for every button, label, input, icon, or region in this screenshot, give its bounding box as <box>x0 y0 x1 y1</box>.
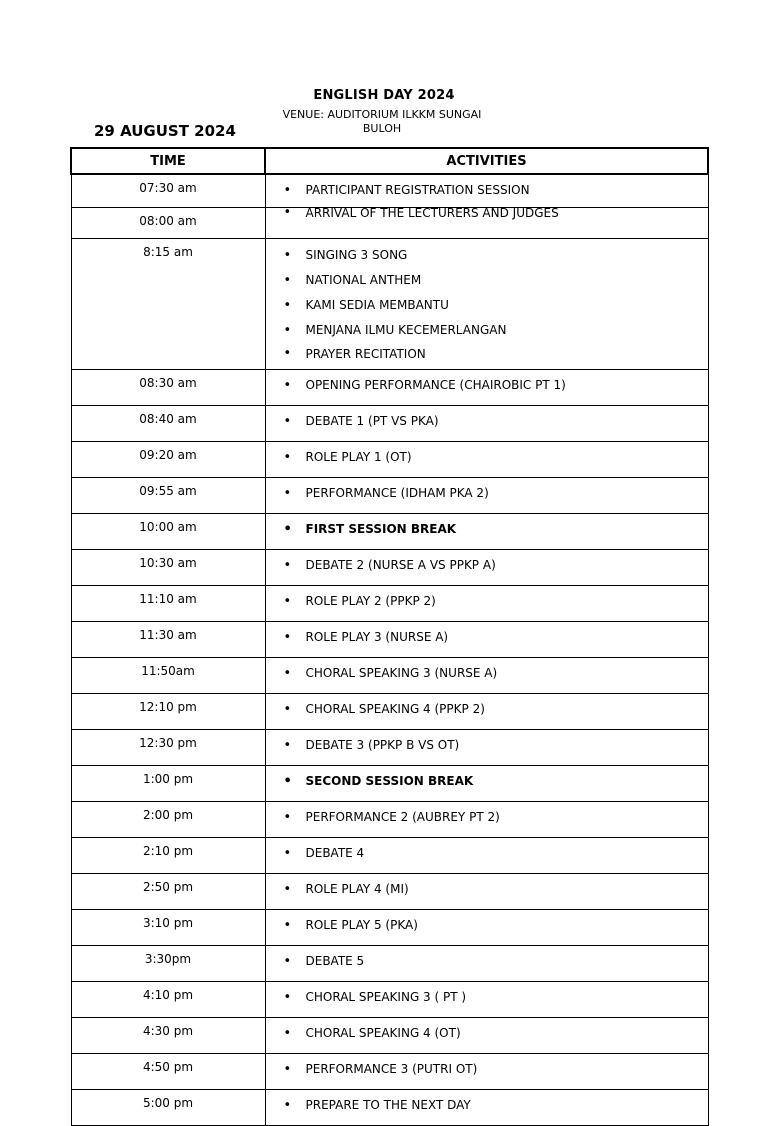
activity-item: • SECOND SESSION BREAK <box>284 769 708 794</box>
activity-list <box>284 985 708 1010</box>
time-cell: 07:30 am <box>71 174 265 208</box>
activity-item: • ROLE PLAY 1 (OT) <box>284 445 708 470</box>
time-cell: 5:00 pm <box>71 1090 265 1126</box>
time-cell: 8:15 am <box>71 239 265 370</box>
activity-item: • ROLE PLAY 5 (PKA) <box>284 913 708 938</box>
activity-list <box>284 373 708 398</box>
table-row <box>71 910 708 946</box>
activity-list <box>284 204 708 222</box>
activity-item: • DEBATE 3 (PPKP B VS OT) <box>284 733 708 758</box>
table-row <box>71 1054 708 1090</box>
schedule-table-header <box>71 148 708 174</box>
activities-cell <box>265 208 708 239</box>
activities-cell <box>265 730 708 766</box>
time-cell: 4:10 pm <box>71 982 265 1018</box>
activity-item: • PREPARE TO THE NEXT DAY <box>284 1093 708 1118</box>
activities-cell <box>265 910 708 946</box>
event-date: 29 AUGUST 2024 <box>94 122 236 140</box>
table-row <box>71 174 708 208</box>
activities-cell <box>265 370 708 406</box>
table-row <box>71 370 708 406</box>
activity-list <box>284 1093 708 1118</box>
activity-item: • DEBATE 1 (PT VS PKA) <box>284 409 708 434</box>
time-cell: 09:55 am <box>71 478 265 514</box>
activity-item: • CHORAL SPEAKING 4 (PPKP 2) <box>284 697 708 722</box>
activities-cell <box>265 478 708 514</box>
activity-item: • ROLE PLAY 3 (NURSE A) <box>284 625 708 650</box>
activity-item: • DEBATE 4 <box>284 841 708 866</box>
venue-text: VENUE: AUDITORIUM ILKKM SUNGAI BULOH <box>282 108 482 135</box>
activity-list <box>284 769 708 794</box>
document-title: ENGLISH DAY 2024 <box>313 88 455 103</box>
activities-cell <box>265 239 708 370</box>
time-cell: 4:50 pm <box>71 1054 265 1090</box>
activity-item: • CHORAL SPEAKING 4 (OT) <box>284 1021 708 1046</box>
time-cell: 10:00 am <box>71 514 265 550</box>
time-cell: 2:50 pm <box>71 874 265 910</box>
time-cell: 11:10 am <box>71 586 265 622</box>
table-row <box>71 694 708 730</box>
table-row <box>71 658 708 694</box>
table-row <box>71 946 708 982</box>
activity-list <box>284 949 708 974</box>
time-cell: 08:00 am <box>71 208 265 239</box>
activity-list <box>284 243 708 365</box>
activity-list <box>284 841 708 866</box>
table-row <box>71 1090 708 1126</box>
activity-list <box>284 733 708 758</box>
activity-item: • MENJANA ILMU KECEMERLANGAN <box>284 318 708 343</box>
table-row <box>71 550 708 586</box>
activity-list <box>284 553 708 578</box>
activities-cell <box>265 1090 708 1126</box>
activity-list <box>284 913 708 938</box>
schedule-table-body <box>71 174 708 1126</box>
activity-list <box>284 517 708 542</box>
activities-cell <box>265 802 708 838</box>
activity-list <box>284 1057 708 1082</box>
time-cell: 12:30 pm <box>71 730 265 766</box>
activities-cell <box>265 766 708 802</box>
table-row <box>71 478 708 514</box>
activities-cell <box>265 406 708 442</box>
activity-list <box>284 625 708 650</box>
activity-list <box>284 1021 708 1046</box>
activities-cell <box>265 982 708 1018</box>
table-row <box>71 406 708 442</box>
activities-cell <box>265 874 708 910</box>
activities-cell <box>265 622 708 658</box>
activities-cell <box>265 838 708 874</box>
activity-list <box>284 180 708 201</box>
time-cell: 11:30 am <box>71 622 265 658</box>
activities-cell <box>265 1054 708 1090</box>
activities-cell <box>265 174 708 208</box>
activities-column-header: ACTIVITIES <box>265 148 708 174</box>
table-row <box>71 514 708 550</box>
time-cell: 12:10 pm <box>71 694 265 730</box>
table-row <box>71 838 708 874</box>
activities-cell <box>265 946 708 982</box>
time-cell: 1:00 pm <box>71 766 265 802</box>
activity-list <box>284 877 708 902</box>
activity-item: • DEBATE 2 (NURSE A VS PPKP A) <box>284 553 708 578</box>
schedule-table <box>70 147 709 1126</box>
time-cell: 2:00 pm <box>71 802 265 838</box>
table-row <box>71 586 708 622</box>
time-cell: 3:10 pm <box>71 910 265 946</box>
activity-item: • PERFORMANCE 2 (AUBREY PT 2) <box>284 805 708 830</box>
activity-item: • CHORAL SPEAKING 3 (NURSE A) <box>284 661 708 686</box>
activities-cell <box>265 586 708 622</box>
table-row <box>71 766 708 802</box>
table-row <box>71 874 708 910</box>
activity-list <box>284 409 708 434</box>
activities-cell <box>265 514 708 550</box>
table-row <box>71 982 708 1018</box>
activity-list <box>284 589 708 614</box>
time-cell: 10:30 am <box>71 550 265 586</box>
activity-item: • CHORAL SPEAKING 3 ( PT ) <box>284 985 708 1010</box>
table-row <box>71 208 708 239</box>
table-row <box>71 239 708 370</box>
activity-item: • OPENING PERFORMANCE (CHAIROBIC PT 1) <box>284 373 708 398</box>
table-row <box>71 1018 708 1054</box>
activity-item: • PARTICIPANT REGISTRATION SESSION <box>284 180 708 201</box>
time-cell: 11:50am <box>71 658 265 694</box>
header-row <box>71 148 708 174</box>
activity-item: • PRAYER RECITATION <box>284 343 708 365</box>
activity-item: • KAMI SEDIA MEMBANTU <box>284 293 708 318</box>
activity-list <box>284 481 708 506</box>
activities-cell <box>265 658 708 694</box>
activity-list <box>284 661 708 686</box>
activity-item: • DEBATE 5 <box>284 949 708 974</box>
time-cell: 08:40 am <box>71 406 265 442</box>
activity-item: • ARRIVAL OF THE LECTURERS AND JUDGES <box>284 204 708 222</box>
table-row <box>71 802 708 838</box>
time-column-header: TIME <box>71 148 265 174</box>
time-cell: 4:30 pm <box>71 1018 265 1054</box>
table-row <box>71 622 708 658</box>
time-cell: 2:10 pm <box>71 838 265 874</box>
activity-list <box>284 697 708 722</box>
activity-item: • PERFORMANCE (IDHAM PKA 2) <box>284 481 708 506</box>
activities-cell <box>265 1018 708 1054</box>
table-row <box>71 730 708 766</box>
activity-item: • SINGING 3 SONG <box>284 243 708 268</box>
activity-item: • NATIONAL ANTHEM <box>284 268 708 293</box>
activities-cell <box>265 550 708 586</box>
activities-cell <box>265 694 708 730</box>
activities-cell <box>265 442 708 478</box>
table-row <box>71 442 708 478</box>
activity-item: • ROLE PLAY 2 (PPKP 2) <box>284 589 708 614</box>
time-cell: 3:30pm <box>71 946 265 982</box>
activity-item: • FIRST SESSION BREAK <box>284 517 708 542</box>
time-cell: 09:20 am <box>71 442 265 478</box>
activity-list <box>284 445 708 470</box>
activity-item: • PERFORMANCE 3 (PUTRI OT) <box>284 1057 708 1082</box>
time-cell: 08:30 am <box>71 370 265 406</box>
activity-item: • ROLE PLAY 4 (MI) <box>284 877 708 902</box>
activity-list <box>284 805 708 830</box>
